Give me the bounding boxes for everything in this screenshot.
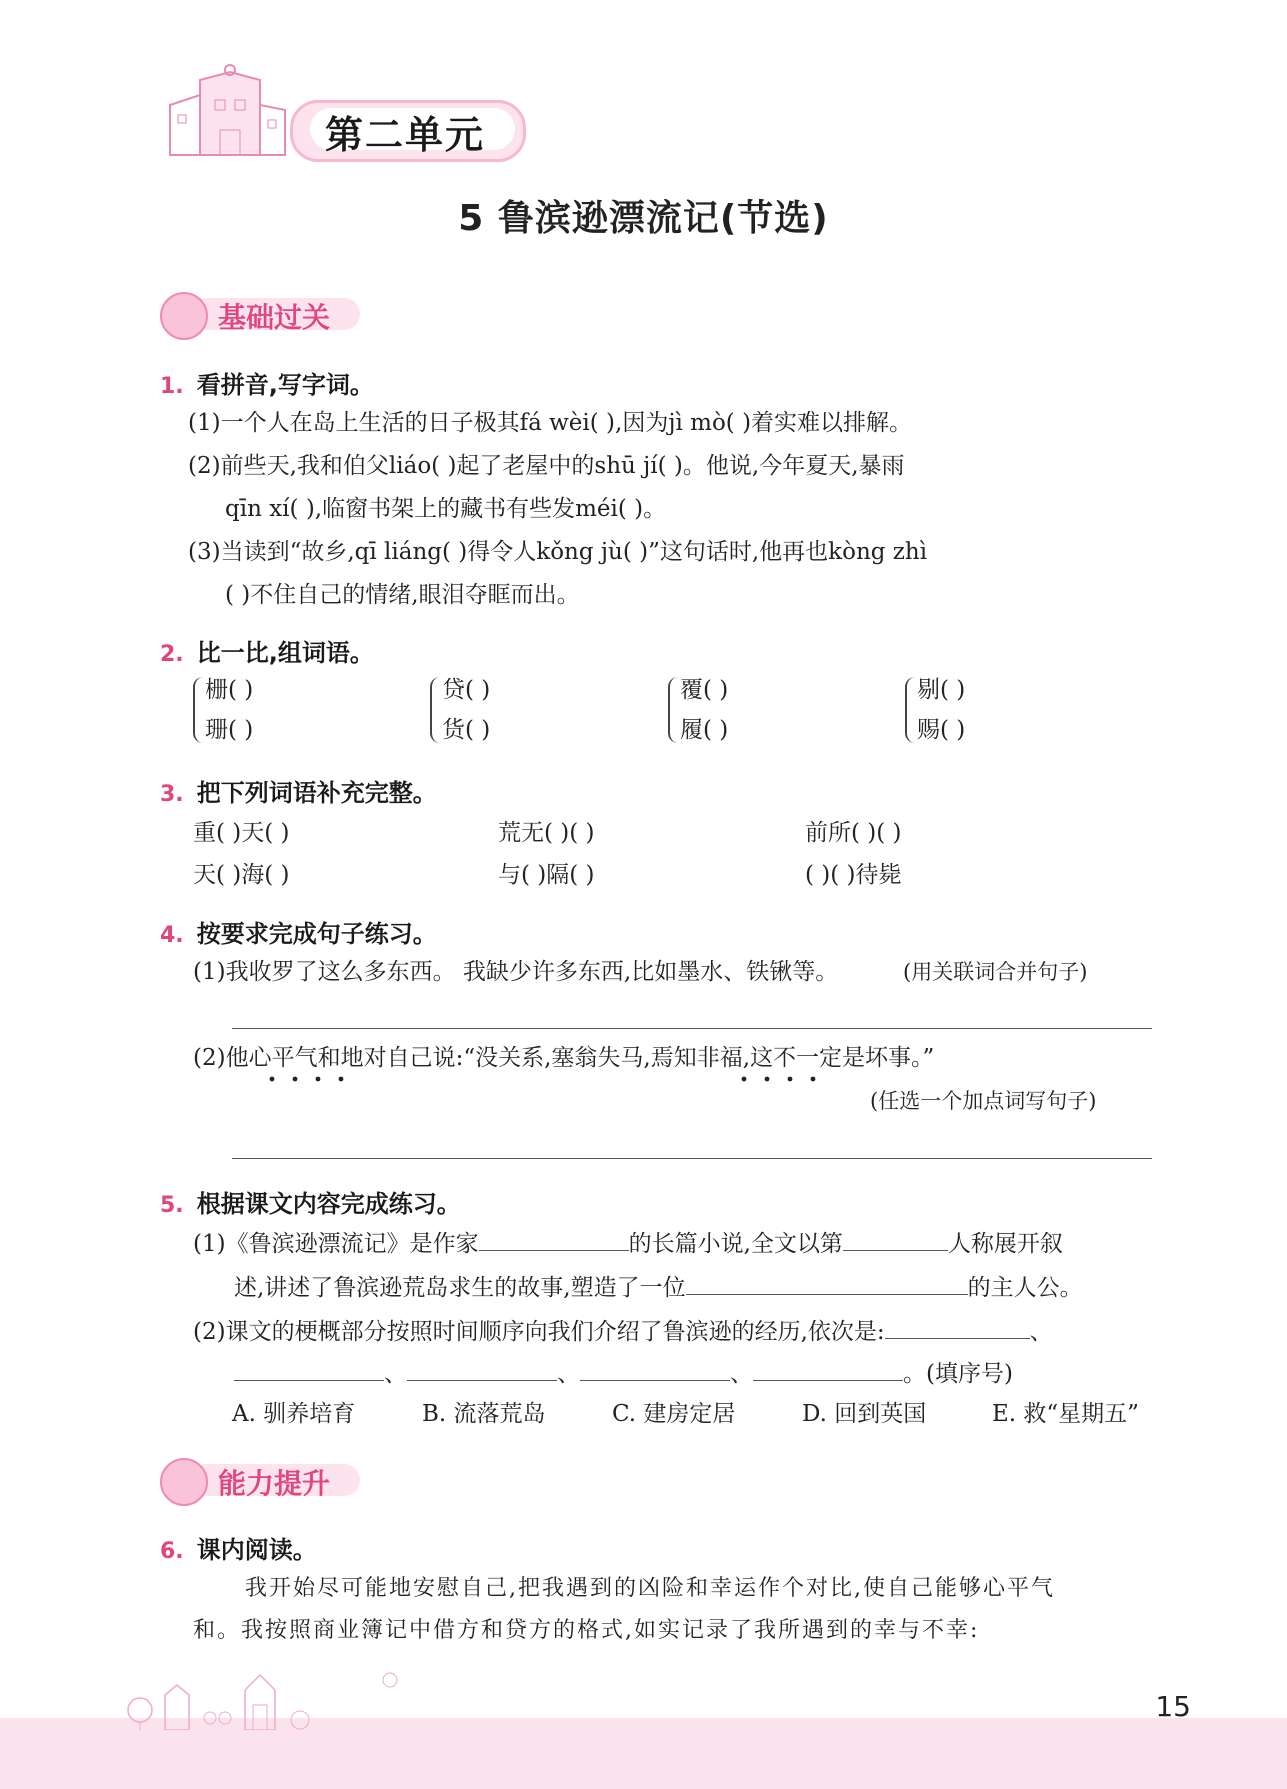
question-4-header	[160, 914, 437, 949]
section-label: 基础过关	[218, 301, 331, 334]
pair-word: 剔( )	[917, 677, 966, 703]
q5-text: 的主人公。	[967, 1275, 1083, 1301]
q5-text: 述,讲述了鲁滨逊荒岛求生的故事,塑造了一位	[234, 1275, 686, 1301]
idiom-blank: 与( )隔( )	[498, 862, 595, 888]
pair-word: 栅( )	[205, 677, 254, 703]
brace	[905, 677, 915, 743]
pair-word: 贷( )	[442, 677, 491, 703]
q1-line-5: ( )不住自己的情绪,眼泪夺眶而出。	[225, 582, 580, 608]
unit-title: 第二单元	[325, 113, 486, 157]
pair-word: 赐( )	[917, 717, 966, 743]
q5-text: 。(填序号)	[903, 1361, 1013, 1387]
idiom-blank: 前所( )( )	[805, 820, 902, 846]
sentence-hint-1: (用关联词合并句子)	[903, 960, 1088, 984]
pair-word: 覆( )	[680, 677, 729, 703]
fill-blank[interactable]	[234, 1356, 384, 1381]
fill-blank[interactable]	[580, 1356, 730, 1381]
question-3-header	[160, 773, 437, 808]
separator: 、	[384, 1361, 407, 1387]
brace	[430, 677, 440, 743]
fill-blank[interactable]	[479, 1226, 629, 1251]
question-5-header	[160, 1184, 461, 1219]
answer-line[interactable]	[232, 1158, 1152, 1159]
lesson-title: 5 鲁滨逊漂流记(节选)	[458, 198, 829, 239]
option: A. 驯养培育	[232, 1401, 356, 1427]
question-title: 根据课文内容完成练习。	[196, 1190, 461, 1218]
idiom-blank: ( )( )待毙	[805, 862, 902, 888]
q5-text: (2)课文的梗概部分按照时间顺序向我们介绍了鲁滨逊的经历,依次是:	[193, 1319, 885, 1345]
fill-blank[interactable]	[843, 1226, 948, 1251]
pair-word: 履( )	[680, 717, 729, 743]
question-number: 4.	[160, 923, 184, 948]
q1-line-1: (1)一个人在岛上生活的日子极其fá wèi( ),因为jì mò( )着实难以排解。	[188, 410, 913, 436]
sentence-prompt-1: (1)我收罗了这么多东西。 我缺少许多东西,比如墨水、铁锹等。	[193, 959, 839, 985]
separator: 、	[557, 1361, 580, 1387]
brace	[193, 677, 203, 743]
question-number: 1.	[160, 374, 184, 399]
sentence-hint-2: (任选一个加点词写句子)	[870, 1089, 1097, 1113]
q1-line-4: (3)当读到“故乡,qī liáng( )得令人kǒng jù( )”这句话时,他再也kòng zhì	[188, 539, 928, 565]
question-number: 3.	[160, 782, 184, 807]
question-number: 5.	[160, 1193, 184, 1218]
question-2-header	[160, 633, 374, 668]
reading-paragraph-2: 和。我按照商业簿记中借方和贷方的格式,如实记录了我所遇到的幸与不幸:	[193, 1618, 980, 1643]
brace	[668, 677, 678, 743]
question-1-header	[160, 365, 374, 400]
separator: 、	[1029, 1319, 1053, 1345]
option: C. 建房定居	[612, 1401, 736, 1427]
answer-line[interactable]	[232, 1028, 1152, 1029]
option: E. 救“星期五”	[992, 1401, 1139, 1427]
q1-line-3: qīn xí( ),临窗书架上的藏书有些发méi( )。	[225, 496, 667, 522]
question-title: 把下列词语补充完整。	[196, 779, 437, 807]
option: B. 流落荒岛	[422, 1401, 546, 1427]
fill-blank[interactable]	[885, 1314, 1030, 1339]
fill-blank[interactable]	[407, 1356, 557, 1381]
pair-word: 货( )	[442, 717, 491, 743]
question-number: 6.	[160, 1539, 184, 1564]
reading-paragraph-1: 我开始尽可能地安慰自己,把我遇到的凶险和幸运作个对比,使自己能够心平气	[245, 1576, 1055, 1601]
idiom-blank: 天( )海( )	[193, 862, 290, 888]
unit-banner	[160, 90, 530, 160]
question-title: 课内阅读。	[196, 1536, 317, 1564]
section-label: 能力提升	[218, 1467, 331, 1500]
q5-part2-line2	[234, 1356, 1013, 1389]
q5-part2-line1	[193, 1314, 1053, 1347]
globe-icon	[160, 292, 208, 340]
question-title: 按要求完成句子练习。	[196, 920, 437, 948]
idiom-blank: 荒无( )( )	[498, 820, 595, 846]
q5-text: (1)《鲁滨逊漂流记》是作家	[193, 1231, 479, 1257]
question-title: 比一比,组词语。	[196, 639, 374, 667]
q5-part1-line1	[193, 1226, 1063, 1259]
fill-blank[interactable]	[753, 1356, 903, 1381]
q5-text: 的长篇小说,全文以第	[628, 1231, 843, 1257]
town-decoration-icon	[125, 1650, 415, 1730]
q5-part1-line2	[234, 1270, 1083, 1303]
q5-text: 人称展开叙	[947, 1231, 1063, 1257]
emphasis-dots	[262, 1074, 822, 1084]
idiom-blank: 重( )天( )	[193, 820, 290, 846]
section-advanced	[160, 1458, 380, 1502]
fill-blank[interactable]	[686, 1270, 968, 1295]
separator: 、	[730, 1361, 753, 1387]
section-basic	[160, 292, 380, 336]
q1-line-2: (2)前些天,我和伯父liáo( )起了老屋中的shū jí( )。他说,今年夏天,暴雨	[188, 453, 905, 479]
pair-word: 珊( )	[205, 717, 254, 743]
page-number: 15	[1155, 1690, 1191, 1723]
school-building-icon	[160, 60, 290, 160]
sentence-prompt-2: (2)他心平气和地对自己说:“没关系,塞翁失马,焉知非福,这不一定是坏事。”	[193, 1045, 935, 1071]
face-icon	[160, 1458, 208, 1506]
question-title: 看拼音,写字词。	[196, 371, 374, 399]
question-number: 2.	[160, 642, 184, 667]
option: D. 回到英国	[802, 1401, 927, 1427]
question-6-header	[160, 1530, 317, 1565]
